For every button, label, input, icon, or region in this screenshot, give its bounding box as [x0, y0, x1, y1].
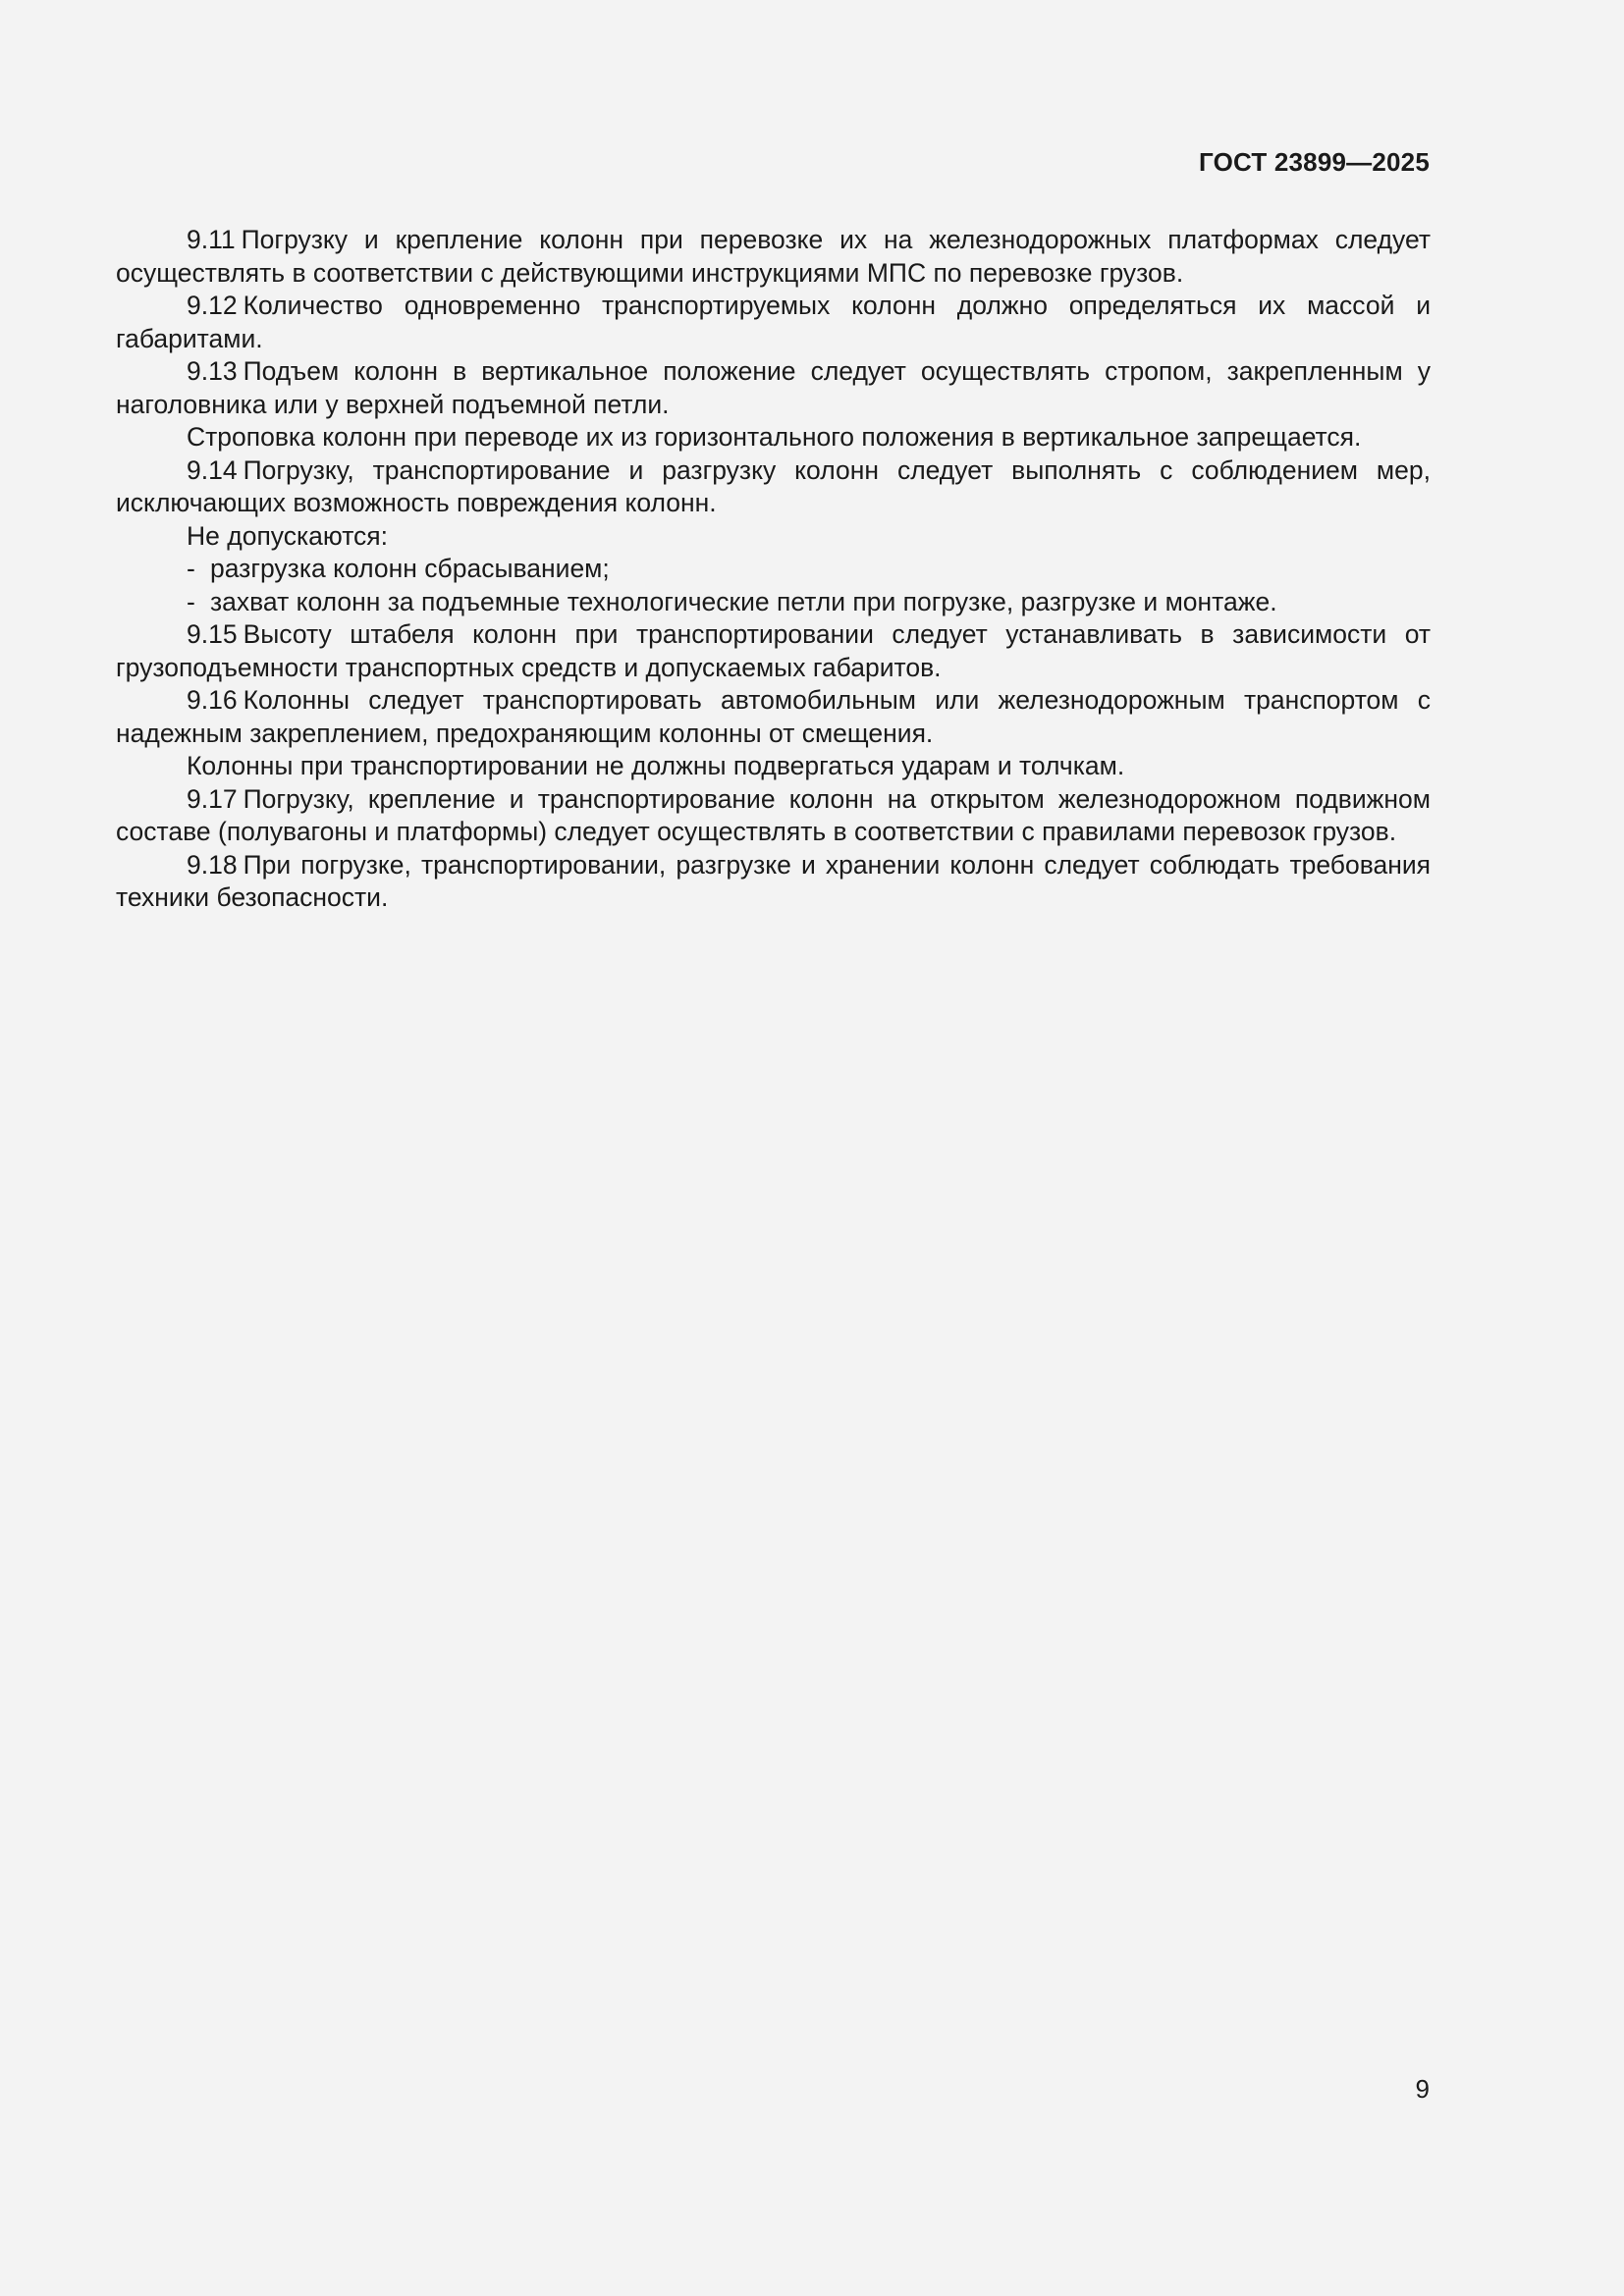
- paragraph-9-14: 9.14 Погрузку, транспортирование и разгрузку колонн следует выполнять с соблюдением мер, исключающих возможность повреждения колонн.: [116, 454, 1431, 517]
- list-item: - захват колонн за подъемные технологические петли при погрузке, разгрузке и монтаже.: [187, 586, 1277, 616]
- paragraph-9-16: 9.16 Колонны следует транспортировать автомобильным или железнодорожным транспортом с надежным закреплением, предохраняющим колонны от смещения.: [116, 685, 1431, 748]
- paragraph-9-11: 9.11 Погрузку и крепление колонн при перевозке их на железнодорожных платформах следует осуществлять в соответствии с действующими инструкциями МПС по перевозке грузов.: [116, 225, 1431, 288]
- paragraph-9-13: 9.13 Подъем колонн в вертикальное положение следует осуществлять стропом, закрепленным у наголовника или у верхней подъемной петли.: [116, 356, 1431, 419]
- list-item: - разгрузка колонн сбрасыванием;: [187, 554, 610, 583]
- paragraph-9-15: 9.15 Высоту штабеля колонн при транспортировании следует устанавливать в зависимости от грузоподъемности транспортных средств и допускаемых габаритов.: [116, 619, 1431, 682]
- document-body: [116, 224, 1431, 915]
- document-code: ГОСТ 23899—2025: [1199, 147, 1430, 177]
- paragraph-slinging-note: Строповка колонн при переводе их из горизонтального положения в вертикальное запрещается.: [187, 422, 1362, 452]
- page-number: 9: [1415, 2074, 1430, 2104]
- paragraph-9-18: 9.18 При погрузке, транспортировании, разгрузке и хранении колонн следует соблюдать требования техники безопасности.: [116, 849, 1431, 912]
- paragraph-not-allowed: Не допускаются:: [187, 520, 388, 551]
- paragraph-9-12: 9.12 Количество одновременно транспортируемых колонн должно определяться их массой и габаритами.: [116, 291, 1431, 353]
- paragraph-9-17: 9.17 Погрузку, крепление и транспортирование колонн на открытом железнодорожном подвижном составе (полувагоны и платформы) следует осуществлять в соответствии с правилами перевозок грузов.: [116, 783, 1431, 846]
- paragraph-impact-note: Колонны при транспортировании не должны подвергаться ударам и толчкам.: [187, 751, 1125, 780]
